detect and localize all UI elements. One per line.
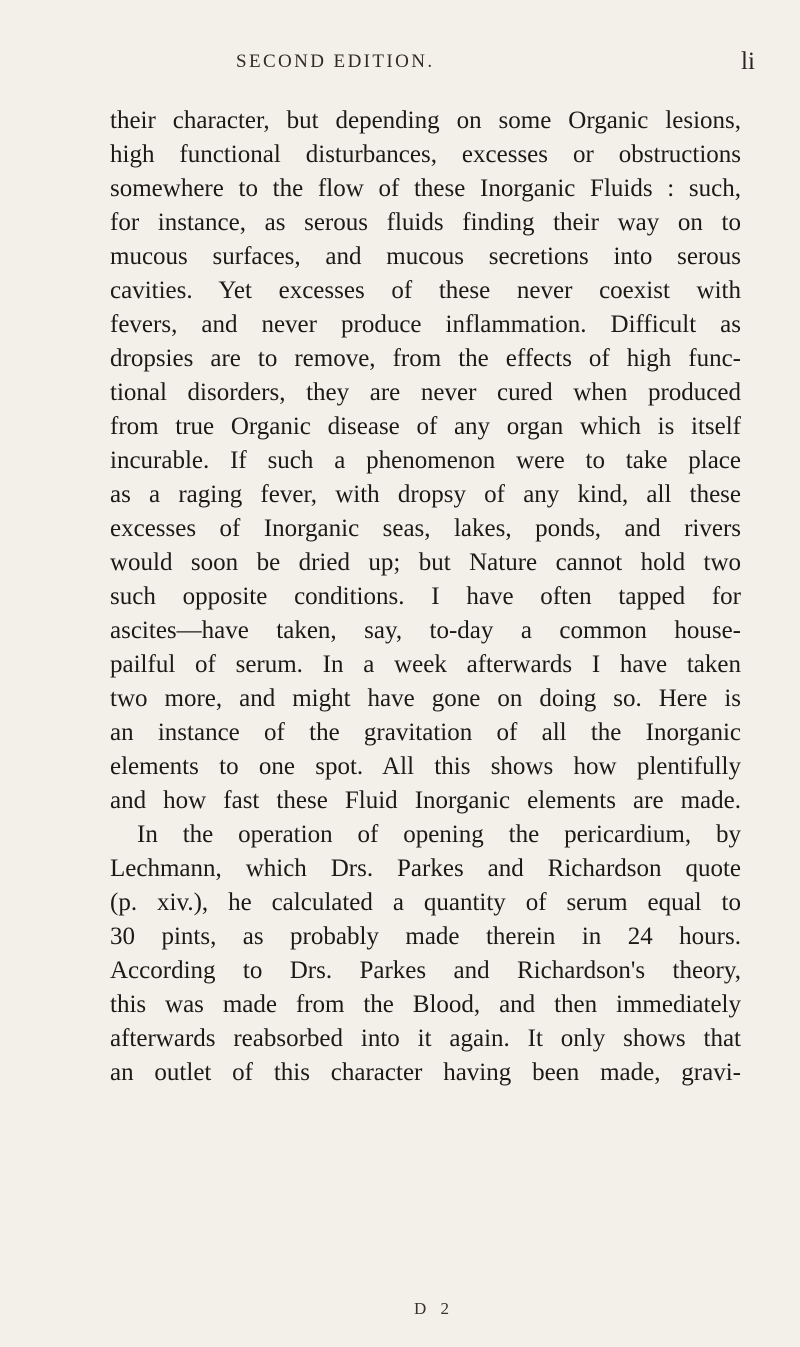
text-line: cavities. Yet excesses of these never coexist with	[110, 277, 741, 304]
text-line: According to Drs. Parkes and Richardson's theory,	[110, 957, 741, 984]
text-line: would soon be dried up; but Nature cannot hold two	[110, 549, 741, 576]
text-line: this was made from the Blood, and then immediately	[110, 991, 741, 1018]
text-line: high functional disturbances, excesses or obstructions	[110, 141, 741, 168]
text-line: somewhere to the flow of these Inorganic Fluids : such,	[110, 175, 741, 202]
text-line: as a raging fever, with dropsy of any kind, all these	[110, 481, 741, 508]
text-line: such opposite conditions. I have often tapped for	[110, 583, 741, 610]
paragraph-start-line: In the operation of opening the pericardium, by	[137, 821, 741, 848]
text-line: an instance of the gravitation of all the Inorganic	[110, 719, 741, 746]
page-header	[0, 48, 800, 81]
text-line: afterwards reabsorbed into it again. It only shows that	[110, 1025, 741, 1052]
signature-mark: D 2	[414, 1299, 455, 1318]
text-line: for instance, as serous fluids finding their way on to	[110, 209, 741, 236]
page-number: li	[741, 48, 755, 75]
text-line: pailful of serum. In a week afterwards I have taken	[110, 651, 741, 678]
running-head: SECOND EDITION.	[236, 51, 435, 72]
text-line: ascites—have taken, say, to-day a common house-	[110, 617, 741, 644]
text-line: fevers, and never produce inflammation. Difficult as	[110, 311, 741, 338]
text-line: (p. xiv.), he calculated a quantity of serum equal to	[110, 889, 741, 916]
text-line: 30 pints, as probably made therein in 24 hours.	[110, 923, 741, 950]
text-line: two more, and might have gone on doing so. Here is	[110, 685, 741, 712]
text-line: and how fast these Fluid Inorganic elements are made.	[110, 787, 741, 814]
text-line: elements to one spot. All this shows how plentifully	[110, 753, 741, 780]
text-line: dropsies are to remove, from the effects of high func-	[110, 345, 741, 372]
text-line: mucous surfaces, and mucous secretions into serous	[110, 243, 741, 270]
text-line: their character, but depending on some Organic lesions,	[110, 107, 741, 134]
text-line: excesses of Inorganic seas, lakes, ponds, and rivers	[110, 515, 741, 542]
text-line: Lechmann, which Drs. Parkes and Richardson quote	[110, 855, 741, 882]
text-line: incurable. If such a phenomenon were to take place	[110, 447, 741, 474]
text-line: an outlet of this character having been made, gravi-	[110, 1059, 741, 1086]
text-line: from true Organic disease of any organ which is itself	[110, 413, 741, 440]
text-line: tional disorders, they are never cured when produced	[110, 379, 741, 406]
